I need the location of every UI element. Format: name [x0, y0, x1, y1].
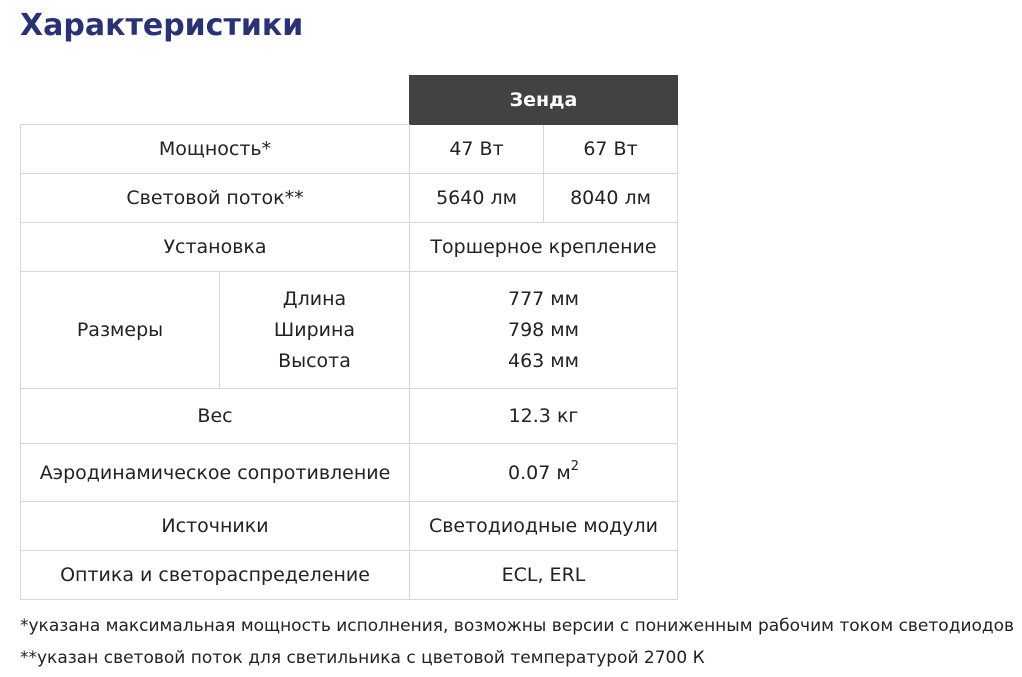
spec-row-drag [21, 444, 678, 502]
footnote-flux: **указан световой поток для светильника с цветовой температурой 2700 К [20, 648, 705, 668]
header-blank-cell [21, 76, 410, 125]
spec-row-weight [21, 389, 678, 444]
dimension-label-height: Высота [278, 349, 351, 372]
dimension-value-width: 798 мм [508, 318, 579, 341]
spec-label-sources: Источники [21, 502, 410, 551]
spec-value-flux-2: 8040 лм [544, 174, 678, 223]
spec-row-optics [21, 551, 678, 600]
spec-value-drag-cell [410, 444, 678, 502]
spec-label-power: Мощность* [21, 125, 410, 174]
product-name-header: Зенда [410, 76, 678, 125]
spec-label-weight: Вес [21, 389, 410, 444]
spec-label-mount: Установка [21, 223, 410, 272]
spec-value-flux-1: 5640 лм [410, 174, 544, 223]
spec-value-sources: Светодиодные модули [410, 502, 678, 551]
spec-value-drag-exponent: 2 [570, 458, 579, 474]
spec-label-optics: Оптика и светораспределение [21, 551, 410, 600]
spec-row-dimensions [21, 272, 678, 389]
spec-label-dimensions: Размеры [21, 272, 220, 389]
dimension-value-height: 463 мм [508, 349, 579, 372]
spec-row-power [21, 125, 678, 174]
dimension-values-cell [410, 272, 678, 389]
spec-row-flux [21, 174, 678, 223]
spec-label-drag: Аэродинамическое сопротивление [21, 444, 410, 502]
page-title: Характеристики [20, 8, 304, 43]
spec-value-drag: 0.07 м [508, 461, 571, 484]
spec-value-power-2: 67 Вт [544, 125, 678, 174]
spec-row-mount [21, 223, 678, 272]
dimension-labels-cell [220, 272, 410, 389]
spec-row-sources [21, 502, 678, 551]
specs-table [20, 75, 678, 600]
spec-label-flux: Световой поток** [21, 174, 410, 223]
spec-value-weight: 12.3 кг [410, 389, 678, 444]
spec-value-optics: ECL, ERL [410, 551, 678, 600]
dimension-value-length: 777 мм [508, 287, 579, 310]
dimension-label-width: Ширина [273, 318, 356, 341]
spec-value-mount: Торшерное крепление [410, 223, 678, 272]
dimension-label-length: Длина [282, 287, 347, 310]
table-header-row [21, 76, 678, 125]
footnote-power: *указана максимальная мощность исполнения, возможны версии с пониженным рабочим током светодиодов [20, 616, 1015, 636]
spec-value-power-1: 47 Вт [410, 125, 544, 174]
